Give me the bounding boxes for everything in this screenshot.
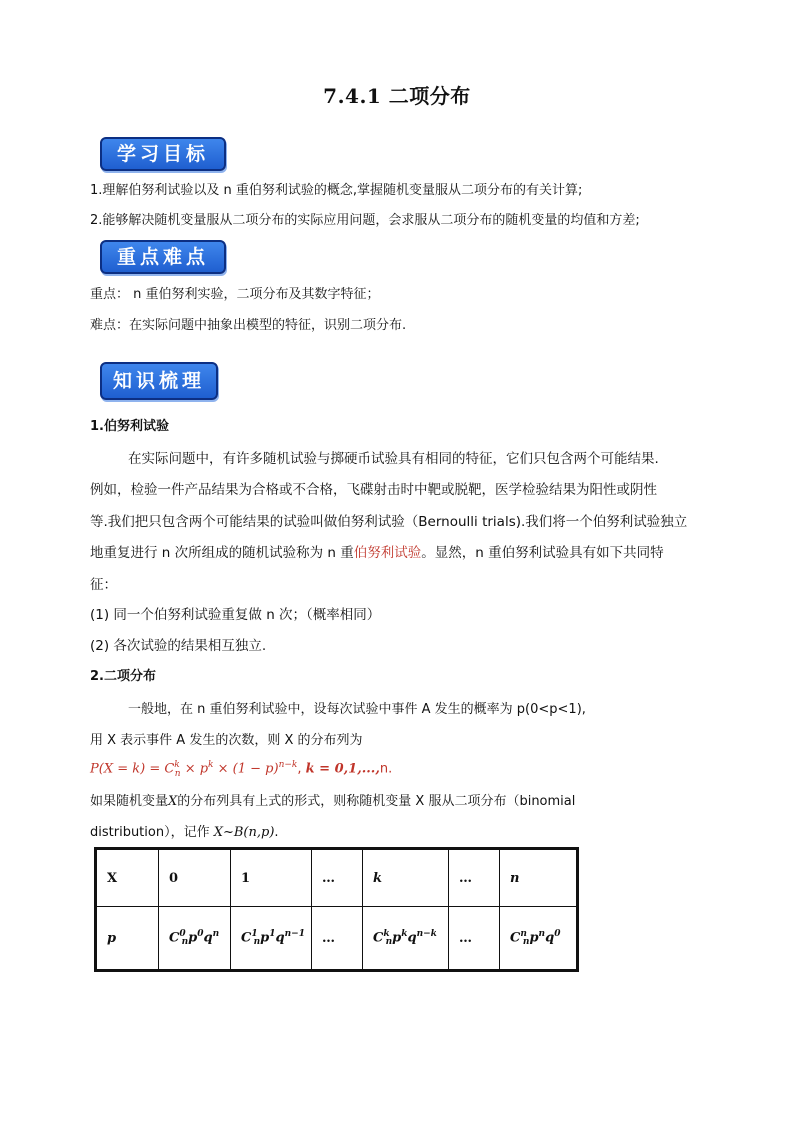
bernoulli-line-4-post: 。显然，n 重伯努利试验具有如下共同特	[421, 545, 664, 561]
bernoulli-prop-1: (1) 同一个伯努利试验重复做 n 次；（概率相同）	[90, 607, 381, 623]
bernoulli-line-4-pre: 地重复进行 n 次所组成的随机试验称为 n 重	[90, 545, 354, 561]
table-header-cell: …	[312, 849, 363, 907]
table-cell: p	[96, 907, 159, 971]
bernoulli-line-3: 等.我们把只包含两个可能结果的试验叫做伯努利试验（Bernoulli trials).我们将一个伯努利试验独立	[90, 514, 688, 530]
table-cell: …	[312, 907, 363, 971]
section-badge-goals: 学习目标	[100, 137, 226, 171]
bernoulli-line-2: 例如，检验一件产品结果为合格或不合格，飞碟射击时中靶或脱靶，医学检验结果为阳性或阴性	[90, 482, 657, 498]
binomial-line-2: 用 X 表示事件 A 发生的次数，则 X 的分布列为	[90, 733, 363, 748]
notation: X~B(n,p)	[213, 825, 275, 840]
binomial-heading: 2.二项分布	[90, 669, 156, 684]
bernoulli-term: 伯努利试验	[353, 545, 422, 561]
bernoulli-heading: 1.伯努利试验	[90, 419, 169, 434]
goal-2: 2.能够解决随机变量服从二项分布的实际应用问题，会求服从二项分布的随机变量的均值和方差;	[90, 213, 640, 228]
table-row	[96, 907, 578, 971]
distribution-table	[94, 847, 579, 972]
bernoulli-line-4	[90, 544, 664, 562]
table-header-cell: …	[449, 849, 500, 907]
section-badge-keypoints: 重点难点	[100, 240, 226, 274]
binomial-def-line-2: distribution），记作 X~B(n,p).	[90, 825, 279, 840]
section-badge-knowledge: 知识梳理	[100, 362, 218, 400]
binomial-formula: $P(X = k) = C^k_n \times p^k \times (1 - p)^{n-k}$, k = 0,1,...,n.	[90, 760, 393, 779]
table-row	[96, 849, 578, 907]
table-header-cell: k	[363, 849, 449, 907]
goal-1: 1.理解伯努利试验以及 n 重伯努利试验的概念,掌握随机变量服从二项分布的有关计算;	[90, 183, 583, 198]
table-header-cell: X	[96, 849, 159, 907]
table-header-cell: 1	[231, 849, 312, 907]
keypoint-difficulty: 难点：在实际问题中抽象出模型的特征，识别二项分布.	[90, 318, 407, 333]
table-cell: $C^0_np^0q^n$	[159, 907, 231, 971]
table-cell: $C^k_np^kq^{n-k}$	[363, 907, 449, 971]
bernoulli-line-1: 在实际问题中，有许多随机试验与掷硬币试验具有相同的特征，它们只包含两个可能结果.	[128, 451, 659, 467]
table-header-cell: n	[500, 849, 578, 907]
binomial-line-1: 一般地，在 n 重伯努利试验中，设每次试验中事件 A 发生的概率为 p(0<p<1),	[128, 702, 586, 717]
table-header-cell: 0	[159, 849, 231, 907]
bernoulli-prop-2: (2) 各次试验的结果相互独立.	[90, 638, 267, 654]
table-cell: …	[449, 907, 500, 971]
page-title: 7.4.1 二项分布	[323, 84, 471, 108]
table-cell: $C^1_np^1q^{n-1}$	[231, 907, 312, 971]
bernoulli-line-5: 征：	[90, 577, 117, 593]
table-cell: $C^n_np^nq^0$	[500, 907, 578, 971]
keypoint-focus: 重点： n 重伯努利实验，二项分布及其数字特征；	[90, 287, 380, 302]
binomial-def-line-1: 如果随机变量X的分布列具有上式的形式，则称随机变量 X 服从二项分布（binomial	[90, 794, 576, 809]
